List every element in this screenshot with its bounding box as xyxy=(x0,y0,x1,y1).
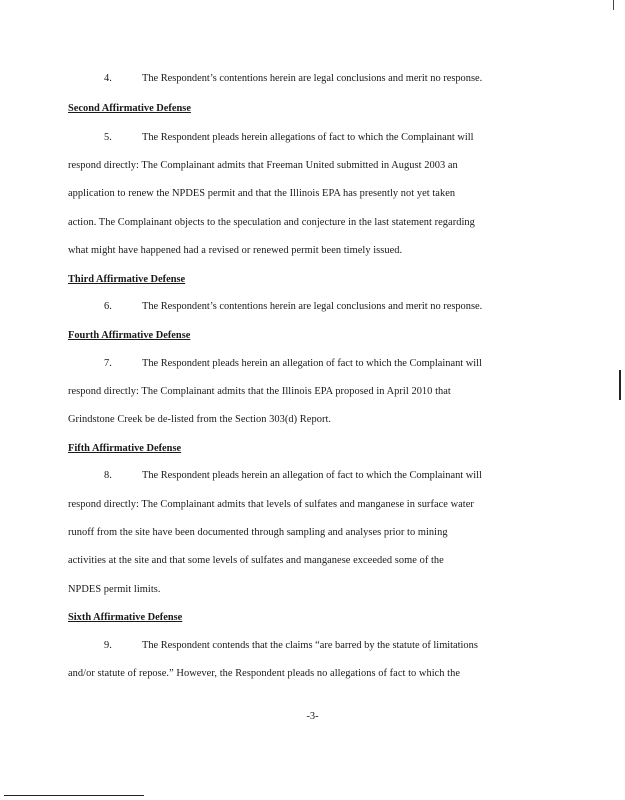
paragraph-4-text: The Respondent’s contentions herein are legal conclusions and merit no response. xyxy=(142,73,483,84)
paragraph-4-number: 4. xyxy=(104,73,112,84)
paragraph-5-line: action. The Complainant objects to the speculation and conjecture in the last statement regarding xyxy=(68,217,475,228)
paragraph-9-first-line: The Respondent contends that the claims “are barred by the statute of limitations xyxy=(142,640,478,651)
page-number: -3- xyxy=(306,711,319,722)
paragraph-8-line: activities at the site and that some levels of sulfates and manganese exceeded some of the xyxy=(68,555,444,566)
paragraph-9-number: 9. xyxy=(104,640,112,651)
paragraph-5-number: 5. xyxy=(104,132,112,143)
heading-fourth-affirmative-defense: Fourth Affirmative Defense xyxy=(68,330,191,341)
paragraph-5-first-line: The Respondent pleads herein allegations of fact to which the Complainant will xyxy=(142,132,474,143)
paragraph-7-line: Grindstone Creek be de-listed from the Section 303(d) Report. xyxy=(68,414,332,425)
paragraph-7-number: 7. xyxy=(104,358,112,369)
paragraph-5-line: what might have happened had a revised or renewed permit been timely issued. xyxy=(68,245,403,256)
heading-fifth-affirmative-defense: Fifth Affirmative Defense xyxy=(68,443,182,454)
paragraph-8-line: runoff from the site have been documented through sampling and analyses prior to mining xyxy=(68,527,448,538)
paragraph-6-text: The Respondent’s contentions herein are legal conclusions and merit no response. xyxy=(142,301,483,312)
paragraph-8-line: respond directly: The Complainant admits that levels of sulfates and manganese in surface water xyxy=(68,499,474,510)
heading-third-affirmative-defense: Third Affirmative Defense xyxy=(68,274,186,285)
paragraph-5-line: application to renew the NPDES permit and that the Illinois EPA has presently not yet taken xyxy=(68,188,456,199)
margin-mark xyxy=(619,370,621,400)
paragraph-8-line: NPDES permit limits. xyxy=(68,584,161,595)
paragraph-8-number: 8. xyxy=(104,470,112,481)
scan-mark xyxy=(613,0,614,10)
footnote-rule xyxy=(4,795,144,796)
paragraph-9-line: and/or statute of repose.” However, the Respondent pleads no allegations of fact to which the xyxy=(68,668,461,679)
paragraph-8-first-line: The Respondent pleads herein an allegation of fact to which the Complainant will xyxy=(142,470,482,481)
paragraph-5-line: respond directly: The Complainant admits that Freeman United submitted in August 2003 an xyxy=(68,160,458,171)
paragraph-7-line: respond directly: The Complainant admits that the Illinois EPA proposed in April 2010 that xyxy=(68,386,451,397)
paragraph-6-number: 6. xyxy=(104,301,112,312)
heading-sixth-affirmative-defense: Sixth Affirmative Defense xyxy=(68,612,183,623)
paragraph-7-first-line: The Respondent pleads herein an allegation of fact to which the Complainant will xyxy=(142,358,482,369)
heading-second-affirmative-defense: Second Affirmative Defense xyxy=(68,103,191,114)
